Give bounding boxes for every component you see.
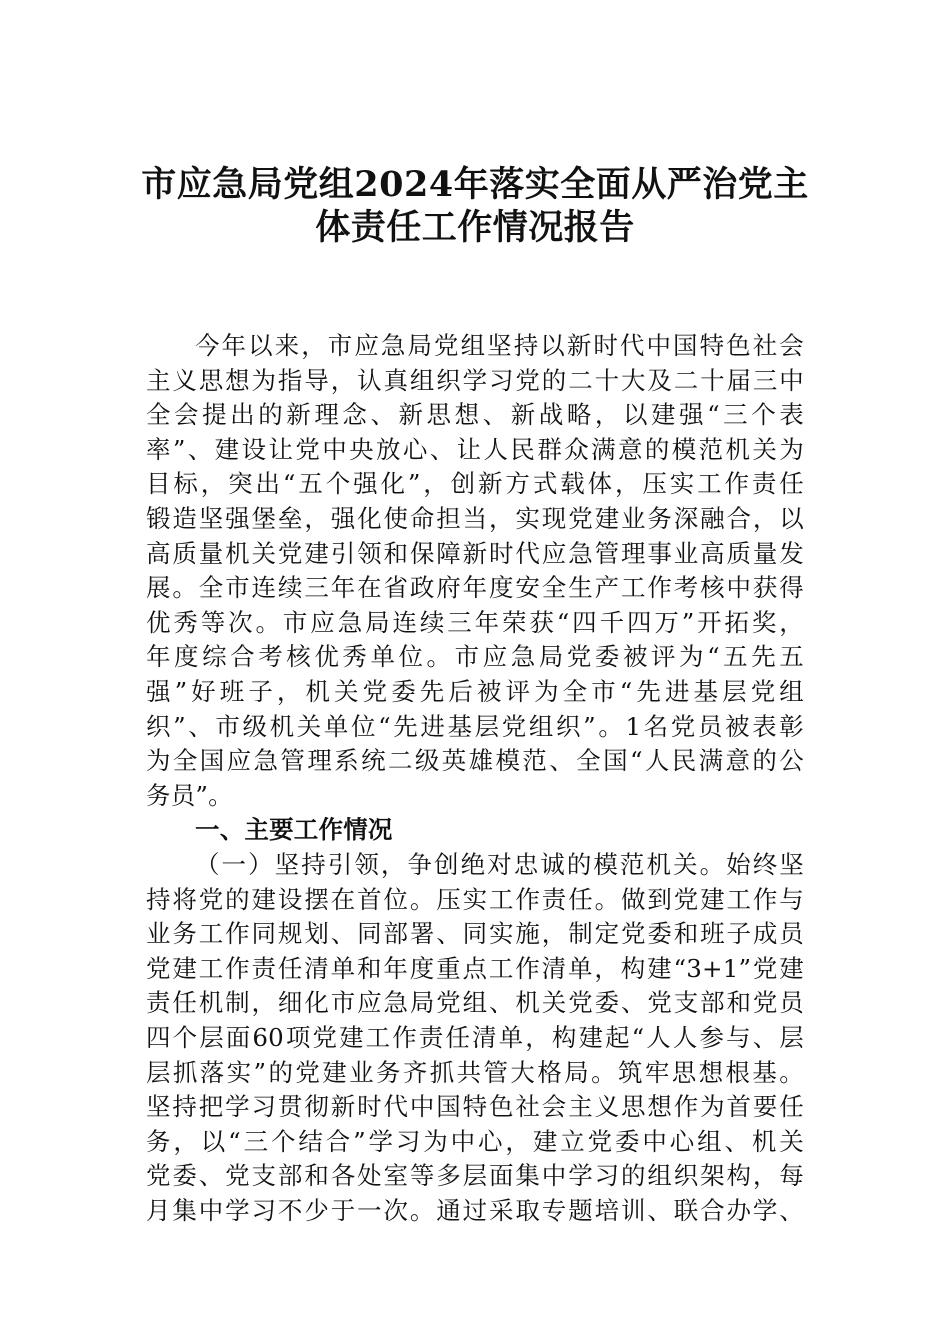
paragraph-line: 展。全市连续三年在省政府年度安全生产工作考核中获得 [146,573,804,602]
paragraph-line: 党建工作责任清单和年度重点工作清单，构建“3+1”党建 [146,954,804,983]
paragraph-line: 优秀等次。市应急局连续三年荣获“四千四万”开拓奖， [146,608,804,637]
paragraph-line: 四个层面60项党建工作责任清单，构建起“人人参与、层 [146,1023,804,1052]
paragraph-line: 织”、市级机关单位“先进基层党组织”。1名党员被表彰 [146,712,804,741]
paragraph-line: 务员”。 [146,781,233,810]
paragraph-line: 高质量机关党建引领和保障新时代应急管理事业高质量发 [146,539,804,568]
paragraph-line: （一）坚持引领，争创绝对忠诚的模范机关。始终坚 [195,850,804,879]
paragraph-line: 坚持把学习贯彻新时代中国特色社会主义思想作为首要任 [146,1092,804,1121]
paragraph-line: 为全国应急管理系统二级英雄模范、全国“人民满意的公 [146,746,804,775]
paragraph-line: 主义思想为指导，认真组织学习党的二十大及二十届三中 [146,366,804,395]
document-title-line-2: 体责任工作情况报告 [315,207,635,248]
document-title-line-1: 市应急局党组2024年落实全面从严治党主 [141,164,809,205]
paragraph-line: 锻造坚强堡垒，强化使命担当，实现党建业务深融合，以 [146,504,804,533]
paragraph-line: 今年以来，市应急局党组坚持以新时代中国特色社会 [195,331,804,360]
paragraph-line: 目标，突出“五个强化”，创新方式载体，压实工作责任 [146,469,804,498]
paragraph-line: 务，以“三个结合”学习为中心，建立党委中心组、机关 [146,1127,804,1156]
paragraph-line: 责任机制，细化市应急局党组、机关党委、党支部和党员 [146,988,804,1017]
paragraph-line: 党委、党支部和各处室等多层面集中学习的组织架构，每 [146,1161,804,1190]
paragraph-line: 月集中学习不少于一次。通过采取专题培训、联合办学、 [146,1196,804,1225]
paragraph-line: 业务工作同规划、同部署、同实施，制定党委和班子成员 [146,919,804,948]
paragraph-line: 率”、建设让党中央放心、让人民群众满意的模范机关为 [146,435,804,464]
paragraph-line: 持将党的建设摆在首位。压实工作责任。做到党建工作与 [146,885,804,914]
paragraph-line: 年度综合考核优秀单位。市应急局党委被评为“五先五 [146,642,804,671]
section-heading: 一、主要工作情况 [195,815,393,844]
paragraph-line: 强”好班子，机关党委先后被评为全市“先进基层党组 [146,677,804,706]
paragraph-line: 层抓落实”的党建业务齐抓共管大格局。筑牢思想根基。 [146,1058,804,1087]
paragraph-line: 全会提出的新理念、新思想、新战略，以建强“三个表 [146,400,804,429]
